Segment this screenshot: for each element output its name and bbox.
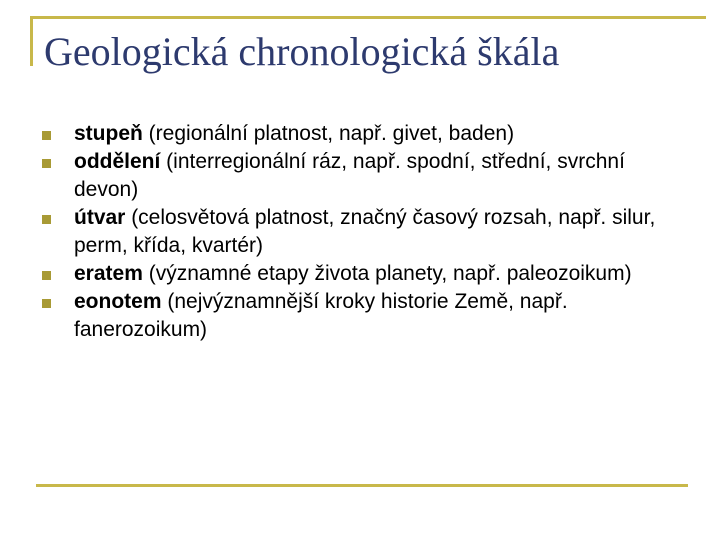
square-bullet-icon [42, 159, 51, 168]
bullet-term: eratem [74, 262, 143, 285]
bullet-description: (nejvýznamnější kroky historie Země, např. fanerozoikum) [74, 290, 568, 341]
bullet-item-stupen [42, 120, 692, 148]
square-bullet-icon [42, 131, 51, 140]
bullet-description: (významné etapy života planety, např. paleozoikum) [142, 262, 632, 285]
bullet-term: oddělení [74, 150, 161, 173]
bullet-term: útvar [74, 206, 126, 229]
bullet-term: eonotem [74, 290, 162, 313]
bullet-description: (interregionální ráz, např. spodní, střední, svrchní devon) [74, 150, 625, 201]
square-bullet-icon [42, 215, 51, 224]
frame-top-line [30, 16, 706, 19]
bullet-item-oddeleni [42, 148, 692, 204]
square-bullet-icon [42, 271, 51, 280]
slide-title: Geologická chronologická škála [44, 29, 560, 74]
bullet-description: (regionální platnost, např. givet, baden) [142, 122, 515, 145]
frame-left-line [30, 16, 33, 66]
bullet-description: (celosvětová platnost, značný časový rozsah, např. silur, perm, křída, kvartér) [74, 206, 656, 257]
bullet-term: stupeň [74, 122, 143, 145]
bullet-item-utvar [42, 204, 692, 260]
square-bullet-icon [42, 299, 51, 308]
bullet-list [42, 120, 692, 344]
frame-bottom-line [36, 484, 688, 487]
bullet-item-eonotem [42, 288, 692, 344]
bullet-item-eratem [42, 260, 692, 288]
